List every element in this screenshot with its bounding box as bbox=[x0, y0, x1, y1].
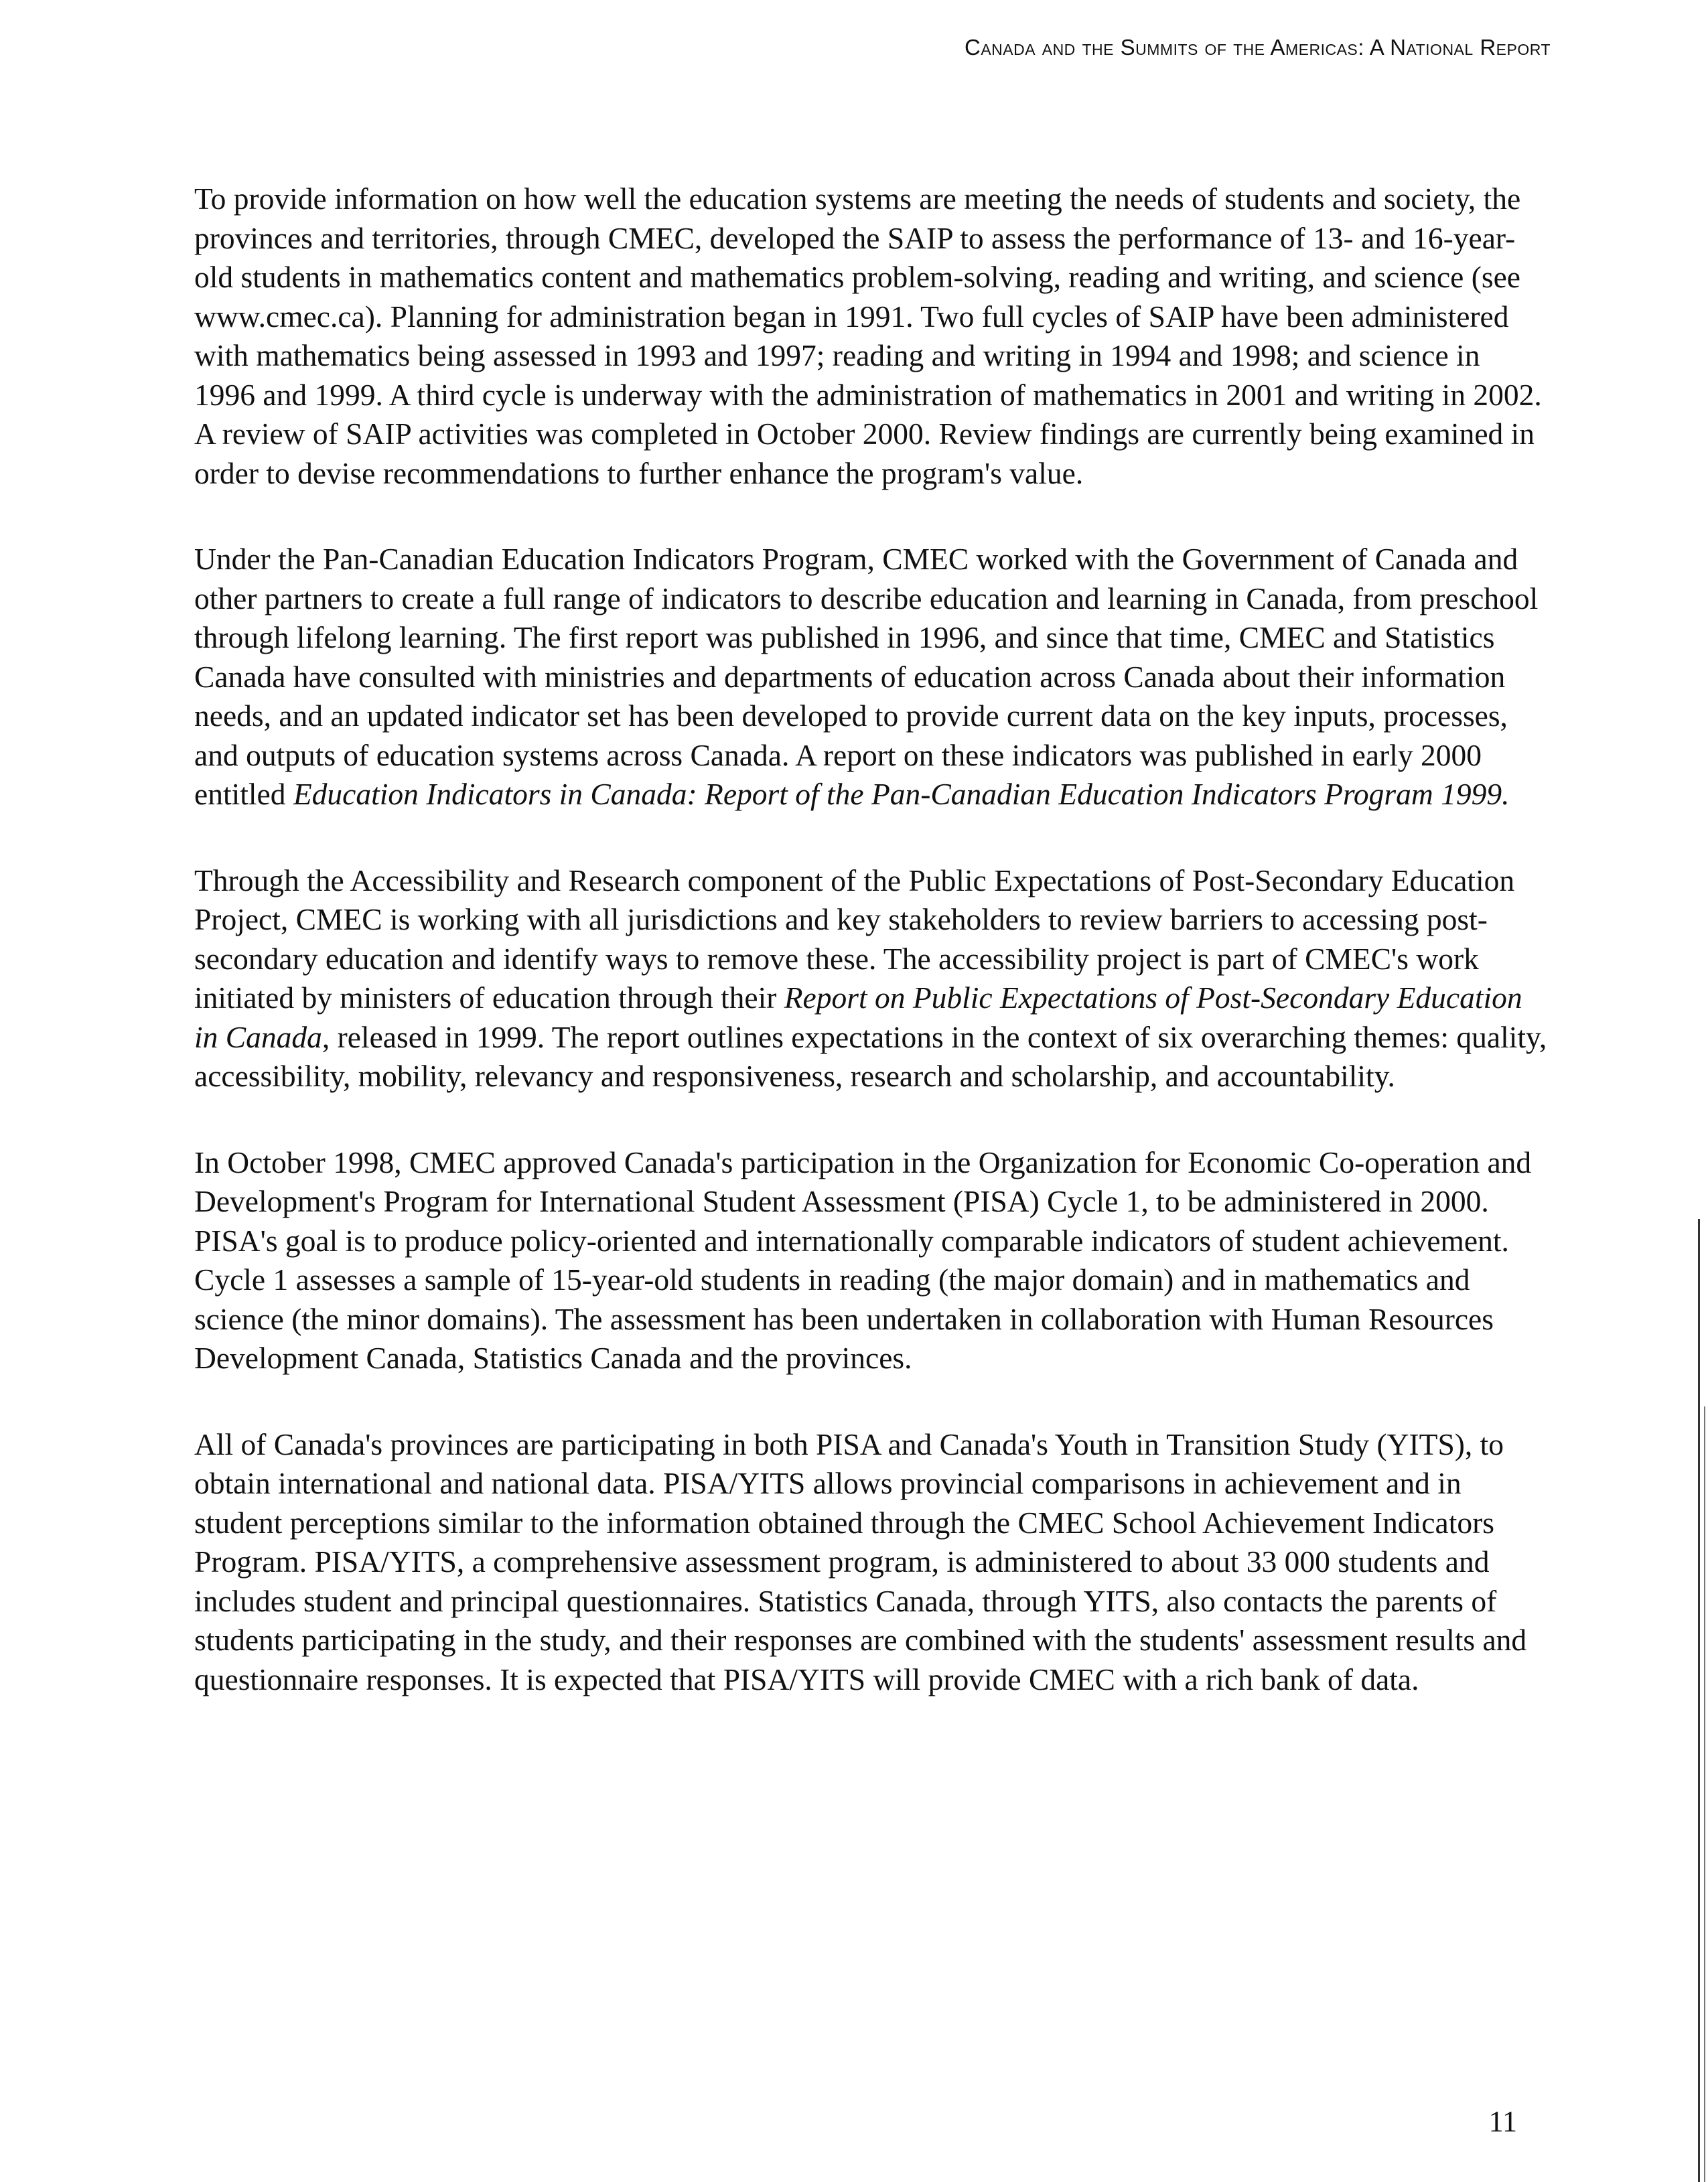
paragraph-text: , released in 1999. The report outlines expectations in the context of six overarching themes: quality, accessibility, mobility, relevancy and responsiveness, research and scholarship, and accountability. bbox=[194, 1019, 1547, 1093]
publication-title: Report on Public Expectations of Post-Secondary Education in Canada bbox=[194, 980, 1522, 1054]
paragraph-text: Through the Accessibility and Research component of the Public Expectations of Post-Secondary Education Project, CMEC is working with all jurisdictions and key stakeholders to review barriers to accessing post-secondary education and identify ways to remove these. The accessibility project is part of CMEC's work initiated by ministers of education through their bbox=[194, 863, 1515, 1015]
page-number: 11 bbox=[1488, 2105, 1517, 2138]
running-header: Canada and the Summits of the Americas: A National Report bbox=[964, 35, 1551, 60]
paragraph-education-indicators bbox=[194, 540, 1547, 814]
document-body bbox=[194, 179, 1547, 1746]
publication-title: Education Indicators in Canada: Report of the Pan-Canadian Education Indicators Program 1999. bbox=[293, 777, 1510, 811]
scan-edge-line-secondary bbox=[1704, 1406, 1705, 2182]
paragraph-pisa: In October 1998, CMEC approved Canada's participation in the Organization for Economic Co-operation and Development's Program for International Student Assessment (PISA) Cycle 1, to be administered in 2000. PISA's goal is to produce policy-oriented and internationally comparable indicators of student achievement. Cycle 1 assesses a sample of 15-year-old students in reading (the major domain) and in mathematics and science (the minor domains). The assessment has been undertaken in collaboration with Human Resources Development Canada, Statistics Canada and the provinces. bbox=[194, 1145, 1532, 1375]
scan-edge-line bbox=[1698, 1219, 1700, 2182]
paragraph-saip: To provide information on how well the education systems are meeting the needs of students and society, the provinces and territories, through CMEC, developed the SAIP to assess the performance of 13- and 16-year-old students in mathematics content and mathematics problem-solving, reading and writing, and science (see www.cmec.ca). Planning for administration began in 1991. Two full cycles of SAIP have been administered with mathematics being assessed in 1993 and 1997; reading and writing in 1994 and 1998; and science in 1996 and 1999. A third cycle is underway with the administration of mathematics in 2001 and writing in 2002. A review of SAIP activities was completed in October 2000. Review findings are currently being examined in order to devise recommendations to further enhance the program's value. bbox=[194, 181, 1542, 490]
paragraph-accessibility bbox=[194, 861, 1547, 1096]
paragraph-text: Under the Pan-Canadian Education Indicators Program, CMEC worked with the Government of Canada and other partners to create a full range of indicators to describe education and learning in Canada, from preschool through lifelong learning. The first report was published in 1996, and since that time, CMEC and Statistics Canada have consulted with ministries and departments of education across Canada about their information needs, and an updated indicator set has been developed to provide current data on the key inputs, processes, and outputs of education systems across Canada. A report on these indicators was published in early 2000 entitled bbox=[194, 542, 1539, 811]
paragraph-pisa-yits: All of Canada's provinces are participating in both PISA and Canada's Youth in Transition Study (YITS), to obtain international and national data. PISA/YITS allows provincial comparisons in achievement and in student perceptions similar to the information obtained through the CMEC School Achievement Indicators Program. PISA/YITS, a comprehensive assessment program, is administered to about 33 000 students and includes student and principal questionnaires. Statistics Canada, through YITS, also contacts the parents of students participating in the study, and their responses are combined with the students' assessment results and questionnaire responses. It is expected that PISA/YITS will provide CMEC with a rich bank of data. bbox=[194, 1427, 1527, 1696]
